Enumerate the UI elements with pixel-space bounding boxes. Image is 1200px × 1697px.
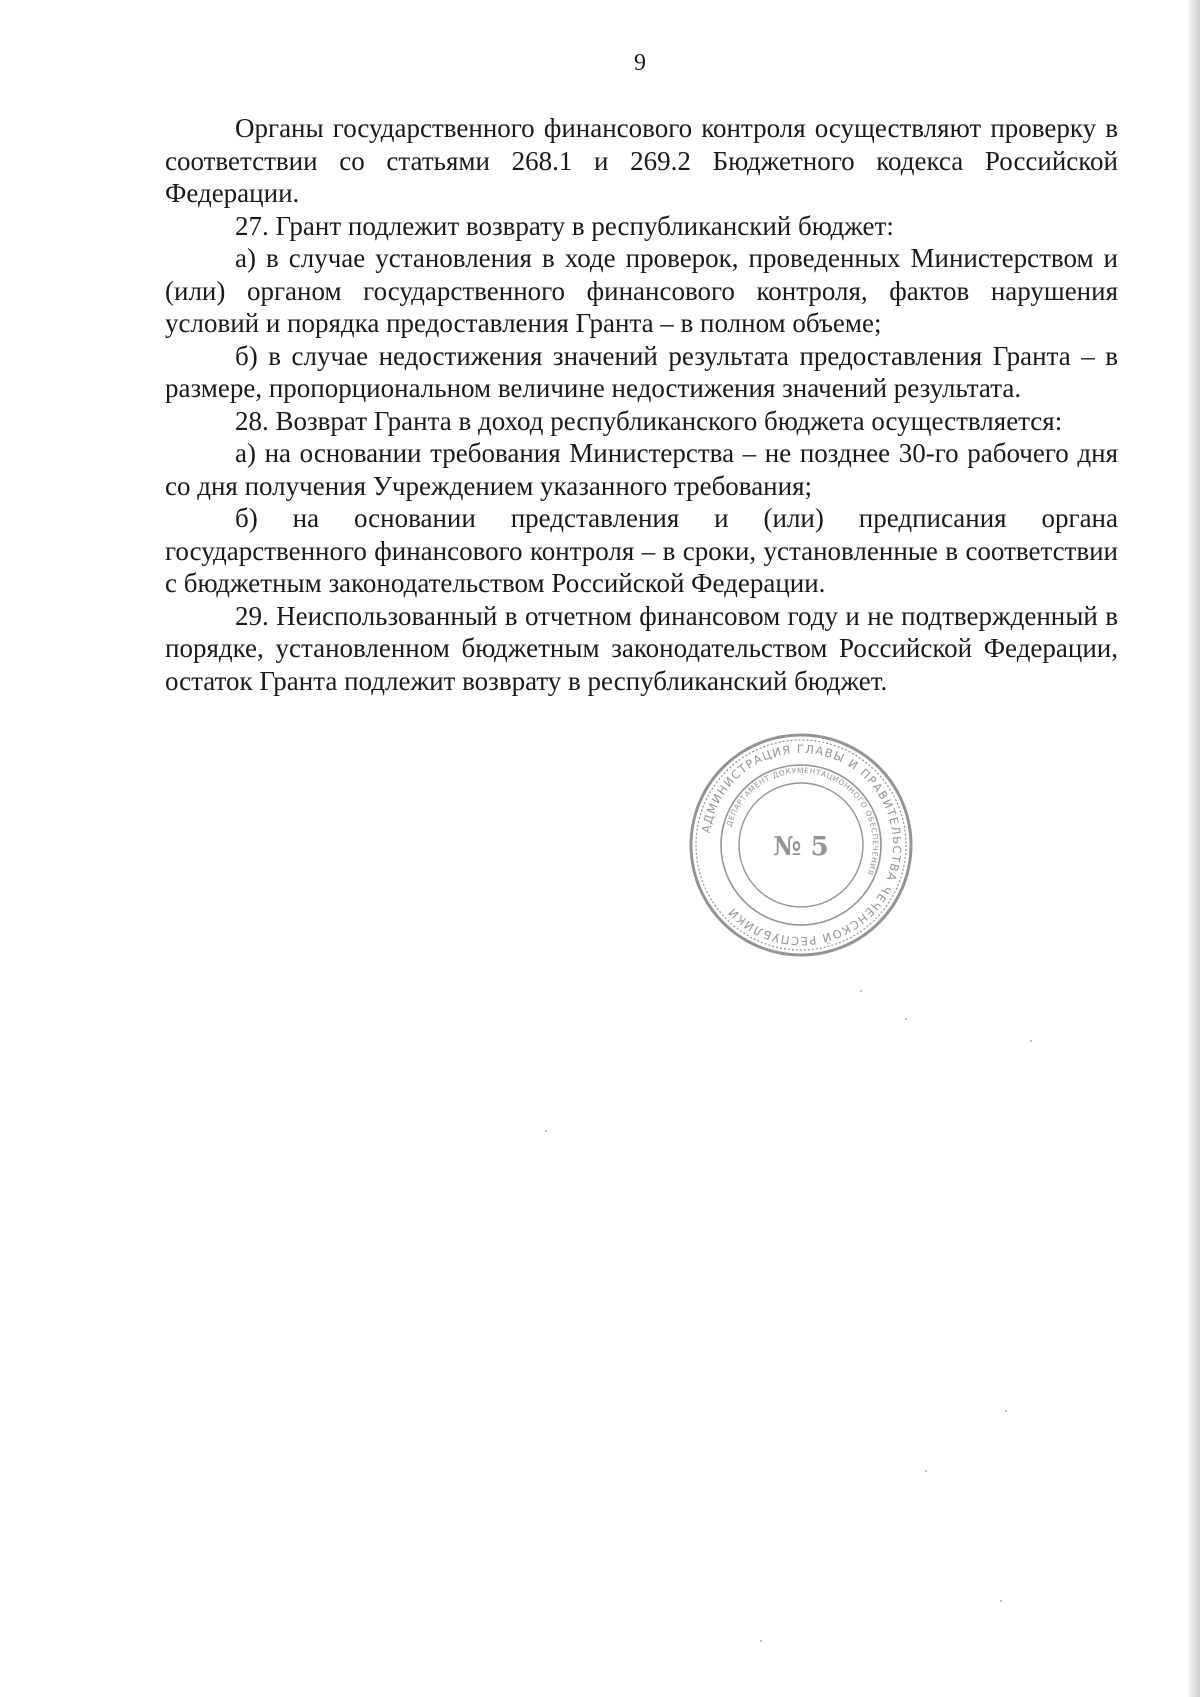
seal-inner-textpath: ДЕПАРТАМЕНТ ДОКУМЕНТАЦИОННОГО ОБЕСПЕЧЕНИЯ <box>724 765 881 877</box>
paragraph-27-b: б) в случае недостижения значений результата предоставления Гранта – в размере, пропорциональном величине недостижения значений результата. <box>165 340 1118 403</box>
paragraph-28-a: а) на основании требования Министерства – не позднее 30-го рабочего дня со дня получения Учреждением указанного требования; <box>165 438 1118 501</box>
scan-speck <box>545 1130 547 1132</box>
scan-speck <box>905 1018 907 1020</box>
paragraph-control-bodies: Органы государственного финансового контроля осуществляют проверку в соответствии со статьями 268.1 и 269.2 Бюджетного кодекса Российской Федерации. <box>165 113 1118 208</box>
official-seal <box>686 730 916 960</box>
paragraph-28-heading: 28. Возврат Гранта в доход республиканского бюджета осуществляется: <box>235 405 1063 436</box>
scan-speck <box>760 1640 762 1642</box>
scan-speck <box>1005 1410 1007 1412</box>
page-number: 9 <box>634 50 646 76</box>
scan-speck <box>925 1470 927 1472</box>
seal-ring-textpath: АДМИНИСТРАЦИЯ ГЛАВЫ И ПРАВИТЕЛЬСТВА ЧЕЧЕНСКОЙ РЕСПУБЛИКИ <box>698 741 905 949</box>
scan-edge-shadow <box>1186 0 1200 1697</box>
paragraph-29: 29. Неиспользованный в отчетном финансовом году и не подтвержденный в порядке, установленном бюджетным законодательством Российской Федерации, остаток Гранта подлежит возврату в республиканский бюджет. <box>165 600 1118 696</box>
paragraph-27-a: а) в случае установления в ходе проверок, проведенных Министерством и (или) органом государственного финансового контроля, фактов нарушения условий и порядка предоставления Гранта – в полном объеме; <box>165 243 1118 338</box>
paragraph-27-heading: 27. Грант подлежит возврату в республиканский бюджет: <box>235 210 894 241</box>
scan-speck <box>860 990 862 992</box>
seal-number: № 5 <box>773 832 829 862</box>
scan-speck <box>1000 1600 1002 1602</box>
document-body <box>165 112 1118 697</box>
paragraph-28-b: б) на основании представления и (или) предписания органа государственного финансового контроля – в сроки, установленные в соответствии с бюджетным законодательством Российской Федерации. <box>165 503 1118 598</box>
scan-speck <box>1030 1040 1032 1042</box>
